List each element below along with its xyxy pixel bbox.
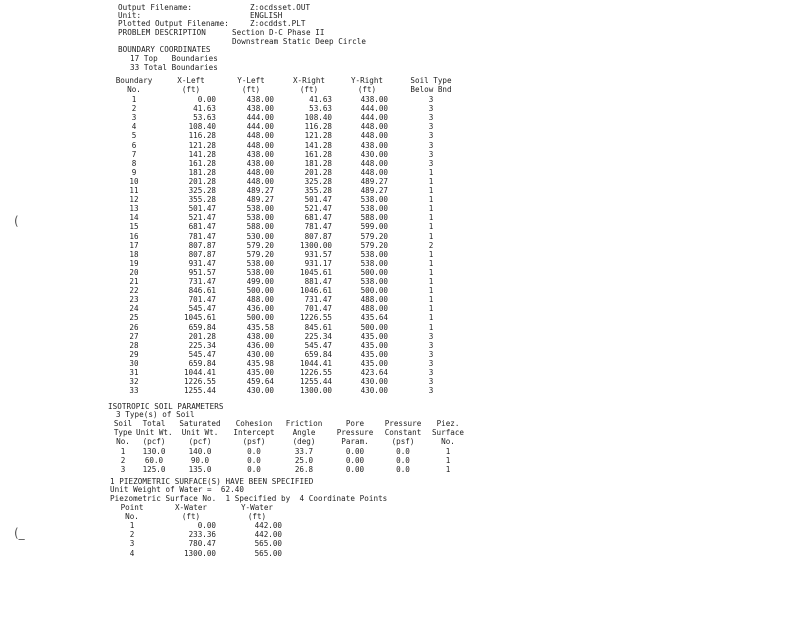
boundary-cell: 444.00 — [360, 104, 388, 114]
boundary-cell: 436.00 — [246, 304, 274, 314]
boundary-cell: 448.00 — [246, 167, 274, 177]
boundary-cell: 521.47 — [304, 204, 332, 214]
boundary-cell: 430.00 — [360, 149, 388, 159]
boundary-cell: 16 — [129, 231, 139, 241]
boundary-cell: 201.28 — [304, 167, 332, 177]
soil-header: (pcf) — [142, 437, 166, 446]
boundary-cell: 225.34 — [188, 340, 216, 350]
soil-cell: 0.0 — [396, 456, 410, 465]
boundary-cell: 108.40 — [188, 122, 216, 132]
boundary-cell: 538.00 — [360, 258, 388, 268]
boundary-cell: 28 — [129, 340, 139, 350]
boundary-cell: 438.00 — [246, 331, 274, 341]
boundary-cell: 3 — [428, 122, 434, 132]
boundary-cell: 10 — [129, 176, 139, 186]
soil-header: (psf) — [242, 437, 266, 446]
boundary-cell: 41.63 — [193, 104, 216, 114]
boundary-cell: 1044.41 — [183, 368, 216, 377]
boundary-cell: 881.47 — [304, 277, 332, 286]
boundary-cell: 29 — [129, 349, 139, 359]
boundary-cell: 4 — [131, 122, 137, 132]
boundary-cell: 181.28 — [188, 167, 216, 177]
boundary-cell: 807.87 — [188, 240, 216, 250]
soil-header: Unit Wt. — [136, 428, 173, 437]
boundary-cell: 1 — [428, 186, 434, 195]
soil-header: (pcf) — [188, 437, 212, 446]
boundary-cell: 448.00 — [246, 131, 274, 141]
boundary-cell: 579.20 — [246, 240, 274, 250]
boundary-cell: 448.00 — [246, 140, 274, 150]
boundary-cell: 489.27 — [360, 176, 388, 186]
unit-weight-water-line: Unit Weight of Water = 62.40 — [110, 485, 245, 494]
soil-cell: 1 — [120, 447, 126, 456]
boundary-cell: 1226.55 — [183, 377, 216, 387]
boundary-cell: 355.28 — [188, 195, 216, 205]
boundary-header: (ft) — [357, 85, 377, 94]
boundary-cell: 15 — [129, 222, 139, 232]
boundary-cell: 448.00 — [360, 167, 388, 177]
boundary-cell: 579.20 — [360, 240, 388, 250]
boundary-cell: 3 — [428, 340, 434, 350]
boundary-cell: 53.63 — [309, 104, 332, 114]
boundary-cell: 538.00 — [246, 258, 274, 268]
soil-cell: 60.0 — [144, 456, 164, 465]
scan-mark-lower: (_ — [14, 526, 25, 540]
boundary-cell: 1 — [428, 249, 434, 259]
boundary-cell: 489.27 — [246, 195, 274, 205]
boundary-cell: 681.47 — [188, 222, 216, 232]
soil-header: Soil — [113, 419, 133, 428]
boundary-cell: 25 — [129, 313, 139, 323]
boundary-cell: 121.28 — [188, 140, 216, 150]
soil-cell: 0.0 — [247, 456, 261, 465]
boundary-cell: 501.47 — [188, 204, 216, 214]
boundary-cell: 1045.61 — [299, 267, 332, 277]
soil-header: (deg) — [292, 437, 316, 446]
boundary-title: BOUNDARY COORDINATES — [118, 45, 211, 54]
boundary-cell: 731.47 — [304, 295, 332, 305]
boundary-cell: 3 — [428, 104, 434, 114]
piezo-surface-line: Piezometric Surface No. 1 Specified by 4 Coordinate Points — [110, 494, 388, 503]
boundary-cell: 931.17 — [304, 258, 332, 268]
boundary-cell: 807.87 — [304, 231, 332, 241]
soil-header: Pressure — [336, 428, 374, 437]
boundary-cell: 121.28 — [304, 131, 332, 141]
piezo-cell: 565.00 — [254, 539, 282, 549]
soil-header: Surface — [431, 428, 464, 437]
boundary-cell: 22 — [129, 286, 139, 296]
boundary-cell: 116.28 — [188, 131, 216, 141]
piezo-cell: 2 — [129, 530, 135, 540]
boundary-cell: 444.00 — [360, 113, 388, 123]
soil-header: Intercept — [233, 428, 275, 437]
boundary-cell: 11 — [129, 186, 139, 195]
soil-header: Type — [113, 428, 133, 437]
boundary-cell: 3 — [428, 95, 434, 104]
boundary-cell: 18 — [129, 249, 139, 259]
boundary-cell: 579.20 — [246, 249, 274, 259]
unit-value: ENGLISH — [250, 11, 283, 20]
scan-mark-upper: ( — [14, 214, 19, 228]
boundary-cell: 430.00 — [246, 386, 274, 396]
soil-types-line: 3 Type(s) of Soil — [116, 410, 195, 419]
boundary-cell: 951.57 — [188, 267, 216, 277]
boundary-cell: 545.47 — [304, 340, 332, 350]
boundary-cell: 545.47 — [188, 349, 216, 359]
boundary-cell: 435.00 — [246, 368, 274, 377]
boundary-header: Y-Right — [350, 76, 383, 85]
boundary-cell: 3 — [428, 331, 434, 341]
boundary-cell: 21 — [129, 277, 139, 286]
boundary-cell: 3 — [428, 368, 434, 377]
boundary-cell: 1300.00 — [299, 386, 332, 396]
soil-header: (psf) — [391, 437, 415, 446]
boundary-cell: 459.64 — [246, 377, 274, 387]
soil-cell: 0.00 — [345, 465, 365, 474]
boundary-cell: 1 — [131, 95, 137, 104]
soil-header: Cohesion — [235, 419, 273, 428]
boundary-total-line: 33 Total Boundaries — [130, 63, 218, 72]
boundary-cell: 538.00 — [246, 213, 274, 223]
boundary-header: (ft) — [299, 85, 319, 94]
output-filename-value: Z:ocdsset.OUT — [250, 3, 311, 12]
piezo-cell: 1300.00 — [183, 548, 216, 558]
boundary-cell: 438.00 — [246, 149, 274, 159]
boundary-cell: 659.84 — [188, 358, 216, 368]
boundary-cell: 807.87 — [188, 249, 216, 259]
boundary-cell: 19 — [129, 258, 139, 268]
boundary-cell: 17 — [129, 240, 139, 250]
piezo-header: (ft) — [181, 512, 201, 521]
soil-cell: 25.0 — [294, 456, 314, 465]
boundary-header: X-Right — [292, 76, 325, 85]
piezo-title: 1 PIEZOMETRIC SURFACE(S) HAVE BEEN SPECIFIED — [110, 477, 314, 486]
boundary-cell: 32 — [129, 377, 139, 387]
boundary-cell: 435.00 — [360, 358, 388, 368]
boundary-cell: 588.00 — [246, 222, 274, 232]
boundary-cell: 41.63 — [309, 95, 332, 104]
boundary-cell: 8 — [131, 158, 137, 168]
boundary-cell: 448.00 — [360, 131, 388, 141]
boundary-cell: 538.00 — [360, 204, 388, 214]
problem-description-label: PROBLEM DESCRIPTION — [118, 28, 206, 37]
boundary-cell: 1 — [428, 277, 434, 286]
problem-description-line1: Section D-C Phase II — [232, 28, 325, 37]
boundary-cell: 435.58 — [246, 322, 274, 332]
soil-header: No. — [441, 437, 455, 446]
boundary-cell: 435.00 — [360, 331, 388, 341]
piezo-header: (ft) — [247, 512, 267, 521]
soil-cell: 90.0 — [190, 456, 210, 465]
soil-header: Constant — [384, 428, 422, 437]
boundary-cell: 501.47 — [304, 195, 332, 205]
boundary-cell: 2 — [428, 240, 434, 250]
boundary-cell: 538.00 — [360, 249, 388, 259]
boundary-cell: 521.47 — [188, 213, 216, 223]
boundary-cell: 1 — [428, 295, 434, 305]
boundary-cell: 3 — [428, 149, 434, 159]
piezo-cell: 780.47 — [188, 539, 216, 549]
soil-cell: 140.0 — [188, 447, 212, 456]
boundary-cell: 3 — [428, 386, 434, 396]
boundary-cell: 201.28 — [188, 331, 216, 341]
soil-cell: 0.00 — [345, 456, 365, 465]
boundary-cell: 579.20 — [360, 231, 388, 241]
boundary-cell: 1 — [428, 267, 434, 277]
soil-cell: 0.0 — [396, 447, 410, 456]
soil-header: Param. — [341, 437, 369, 446]
boundary-cell: 14 — [129, 213, 139, 223]
boundary-cell: 435.64 — [360, 313, 388, 323]
boundary-cell: 116.28 — [304, 122, 332, 132]
boundary-cell: 24 — [129, 304, 139, 314]
boundary-cell: 488.00 — [360, 304, 388, 314]
boundary-cell: 33 — [129, 386, 139, 396]
boundary-cell: 1046.61 — [299, 286, 332, 296]
boundary-cell: 1226.55 — [299, 368, 332, 377]
boundary-cell: 13 — [129, 204, 139, 214]
boundary-cell: 430.00 — [360, 386, 388, 396]
boundary-cell: 430.00 — [246, 349, 274, 359]
soil-header: Unit Wt. — [181, 428, 219, 437]
boundary-cell: 438.00 — [246, 104, 274, 114]
boundary-cell: 489.27 — [246, 186, 274, 195]
boundary-cell: 30 — [129, 358, 139, 368]
soil-cell: 0.0 — [247, 447, 261, 456]
soil-cell: 1 — [445, 447, 451, 456]
piezo-header: Y-Water — [240, 503, 273, 512]
boundary-cell: 108.40 — [304, 113, 332, 123]
boundary-cell: 500.00 — [246, 286, 274, 296]
piezo-cell: 233.36 — [188, 530, 216, 540]
boundary-cell: 1 — [428, 167, 434, 177]
boundary-cell: 435.00 — [360, 340, 388, 350]
boundary-cell: 141.28 — [304, 140, 332, 150]
piezo-cell: 0.00 — [197, 521, 216, 530]
soil-header: Angle — [292, 428, 316, 437]
soil-cell: 3 — [120, 465, 126, 474]
boundary-cell: 701.47 — [304, 304, 332, 314]
boundary-cell: 3 — [428, 131, 434, 141]
boundary-cell: 12 — [129, 195, 139, 205]
soil-title: ISOTROPIC SOIL PARAMETERS — [108, 402, 224, 411]
boundary-cell: 845.61 — [304, 322, 332, 332]
boundary-cell: 2 — [131, 104, 137, 114]
boundary-cell: 599.00 — [360, 222, 388, 232]
boundary-cell: 430.00 — [360, 377, 388, 387]
plotted-filename-label: Plotted Output Filename: — [118, 19, 229, 28]
boundary-header: Below Bnd — [410, 85, 452, 94]
boundary-cell: 781.47 — [188, 231, 216, 241]
boundary-cell: 681.47 — [304, 213, 332, 223]
boundary-cell: 846.61 — [188, 286, 216, 296]
piezo-cell: 442.00 — [254, 521, 282, 530]
boundary-cell: 6 — [131, 140, 137, 150]
boundary-cell: 141.28 — [188, 149, 216, 159]
soil-header: No. — [116, 437, 130, 446]
boundary-cell: 325.28 — [304, 176, 332, 186]
boundary-cell: 1255.44 — [299, 377, 332, 387]
problem-description-line2: Downstream Static Deep Circle — [232, 37, 367, 46]
boundary-cell: 1 — [428, 322, 434, 332]
boundary-cell: 489.27 — [360, 186, 388, 195]
boundary-cell: 438.00 — [246, 95, 274, 104]
boundary-cell: 1 — [428, 304, 434, 314]
soil-header: Total — [142, 419, 166, 428]
boundary-cell: 435.00 — [360, 349, 388, 359]
boundary-cell: 1 — [428, 313, 434, 323]
piezo-cell: 565.00 — [254, 548, 282, 558]
boundary-cell: 500.00 — [246, 313, 274, 323]
boundary-cell: 1 — [428, 204, 434, 214]
boundary-cell: 530.00 — [246, 231, 274, 241]
boundary-cell: 545.47 — [188, 304, 216, 314]
boundary-cell: 500.00 — [360, 322, 388, 332]
boundary-cell: 1 — [428, 195, 434, 205]
boundary-cell: 9 — [131, 167, 137, 177]
boundary-cell: 5 — [131, 131, 137, 141]
boundary-cell: 7 — [131, 149, 137, 159]
boundary-header: Boundary — [115, 76, 153, 85]
boundary-cell: 438.00 — [360, 95, 388, 104]
boundary-cell: 26 — [129, 322, 139, 332]
boundary-cell: 225.34 — [304, 331, 332, 341]
boundary-cell: 448.00 — [360, 122, 388, 132]
boundary-cell: 161.28 — [304, 149, 332, 159]
boundary-cell: 181.28 — [304, 158, 332, 168]
soil-cell: 26.8 — [294, 465, 314, 474]
boundary-cell: 3 — [428, 349, 434, 359]
boundary-top-line: 17 Top Boundaries — [130, 54, 218, 63]
boundary-cell: 423.64 — [360, 368, 388, 377]
piezo-header: No. — [125, 512, 139, 521]
soil-cell: 125.0 — [142, 465, 166, 474]
piezo-cell: 4 — [129, 548, 135, 558]
boundary-cell: 3 — [428, 377, 434, 387]
soil-cell: 1 — [445, 456, 451, 465]
boundary-cell: 448.00 — [360, 158, 388, 168]
boundary-cell: 444.00 — [246, 113, 274, 123]
boundary-cell: 438.00 — [360, 140, 388, 150]
boundary-cell: 436.00 — [246, 340, 274, 350]
boundary-cell: 488.00 — [246, 295, 274, 305]
boundary-cell: 931.57 — [304, 249, 332, 259]
boundary-cell: 444.00 — [246, 122, 274, 132]
soil-cell: 2 — [120, 456, 126, 465]
boundary-cell: 325.28 — [188, 186, 216, 195]
boundary-cell: 659.84 — [188, 322, 216, 332]
soil-cell: 0.0 — [247, 465, 261, 474]
boundary-cell: 1226.55 — [299, 313, 332, 323]
boundary-cell: 1 — [428, 176, 434, 186]
boundary-cell: 701.47 — [188, 295, 216, 305]
soil-cell: 135.0 — [188, 465, 212, 474]
boundary-cell: 435.98 — [246, 358, 274, 368]
boundary-cell: 1 — [428, 286, 434, 296]
boundary-cell: 731.47 — [188, 277, 216, 286]
boundary-cell: 538.00 — [246, 267, 274, 277]
boundary-cell: 23 — [129, 295, 139, 305]
boundary-cell: 488.00 — [360, 295, 388, 305]
boundary-cell: 31 — [129, 368, 139, 377]
boundary-cell: 500.00 — [360, 286, 388, 296]
piezo-header: X-Water — [174, 503, 207, 512]
boundary-cell: 931.47 — [188, 258, 216, 268]
plotted-filename-value: Z:ocddst.PLT — [250, 19, 306, 28]
piezo-header: Point — [120, 503, 144, 512]
unit-label: Unit: — [118, 11, 142, 20]
boundary-cell: 1 — [428, 213, 434, 223]
boundary-cell: 27 — [129, 331, 139, 341]
output-filename-label: Output Filename: — [118, 3, 192, 12]
boundary-cell: 161.28 — [188, 158, 216, 168]
boundary-cell: 500.00 — [360, 267, 388, 277]
boundary-cell: 448.00 — [246, 176, 274, 186]
soil-header: Piez. — [436, 419, 460, 428]
boundary-cell: 781.47 — [304, 222, 332, 232]
piezo-cell: 1 — [129, 521, 135, 530]
soil-header: Saturated — [179, 419, 221, 428]
boundary-cell: 3 — [428, 140, 434, 150]
soil-cell: 0.0 — [396, 465, 410, 474]
boundary-cell: 1 — [428, 222, 434, 232]
boundary-cell: 355.28 — [304, 186, 332, 195]
boundary-cell: 1044.41 — [299, 358, 332, 368]
boundary-header: X-Left — [177, 76, 205, 85]
boundary-cell: 201.28 — [188, 176, 216, 186]
boundary-cell: 499.00 — [246, 277, 274, 286]
boundary-header: (ft) — [181, 85, 201, 94]
boundary-cell: 588.00 — [360, 213, 388, 223]
boundary-cell: 438.00 — [246, 158, 274, 168]
boundary-header: (ft) — [241, 85, 261, 94]
boundary-cell: 1 — [428, 258, 434, 268]
boundary-cell: 0.00 — [197, 95, 216, 104]
boundary-header: No. — [127, 85, 141, 94]
boundary-cell: 20 — [129, 267, 139, 277]
boundary-cell: 3 — [428, 113, 434, 123]
piezo-cell: 442.00 — [254, 530, 282, 540]
soil-header: Pressure — [384, 419, 422, 428]
soil-header: Pore — [345, 419, 365, 428]
soil-cell: 0.00 — [345, 447, 365, 456]
boundary-cell: 1 — [428, 231, 434, 241]
piezo-cell: 3 — [129, 539, 135, 549]
boundary-header: Y-Left — [237, 76, 265, 85]
boundary-cell: 3 — [428, 158, 434, 168]
boundary-cell: 538.00 — [246, 204, 274, 214]
boundary-cell: 3 — [428, 358, 434, 368]
boundary-cell: 538.00 — [360, 195, 388, 205]
soil-header: Friction — [285, 419, 323, 428]
boundary-cell: 1045.61 — [183, 313, 216, 323]
boundary-cell: 1300.00 — [299, 240, 332, 250]
boundary-cell: 53.63 — [193, 113, 216, 123]
soil-cell: 130.0 — [142, 447, 166, 456]
soil-cell: 1 — [445, 465, 451, 474]
boundary-cell: 659.84 — [304, 349, 332, 359]
boundary-header: Soil Type — [410, 76, 452, 85]
boundary-cell: 1255.44 — [183, 386, 216, 396]
soil-cell: 33.7 — [294, 447, 314, 456]
boundary-cell: 538.00 — [360, 277, 388, 286]
boundary-cell: 3 — [131, 113, 137, 123]
